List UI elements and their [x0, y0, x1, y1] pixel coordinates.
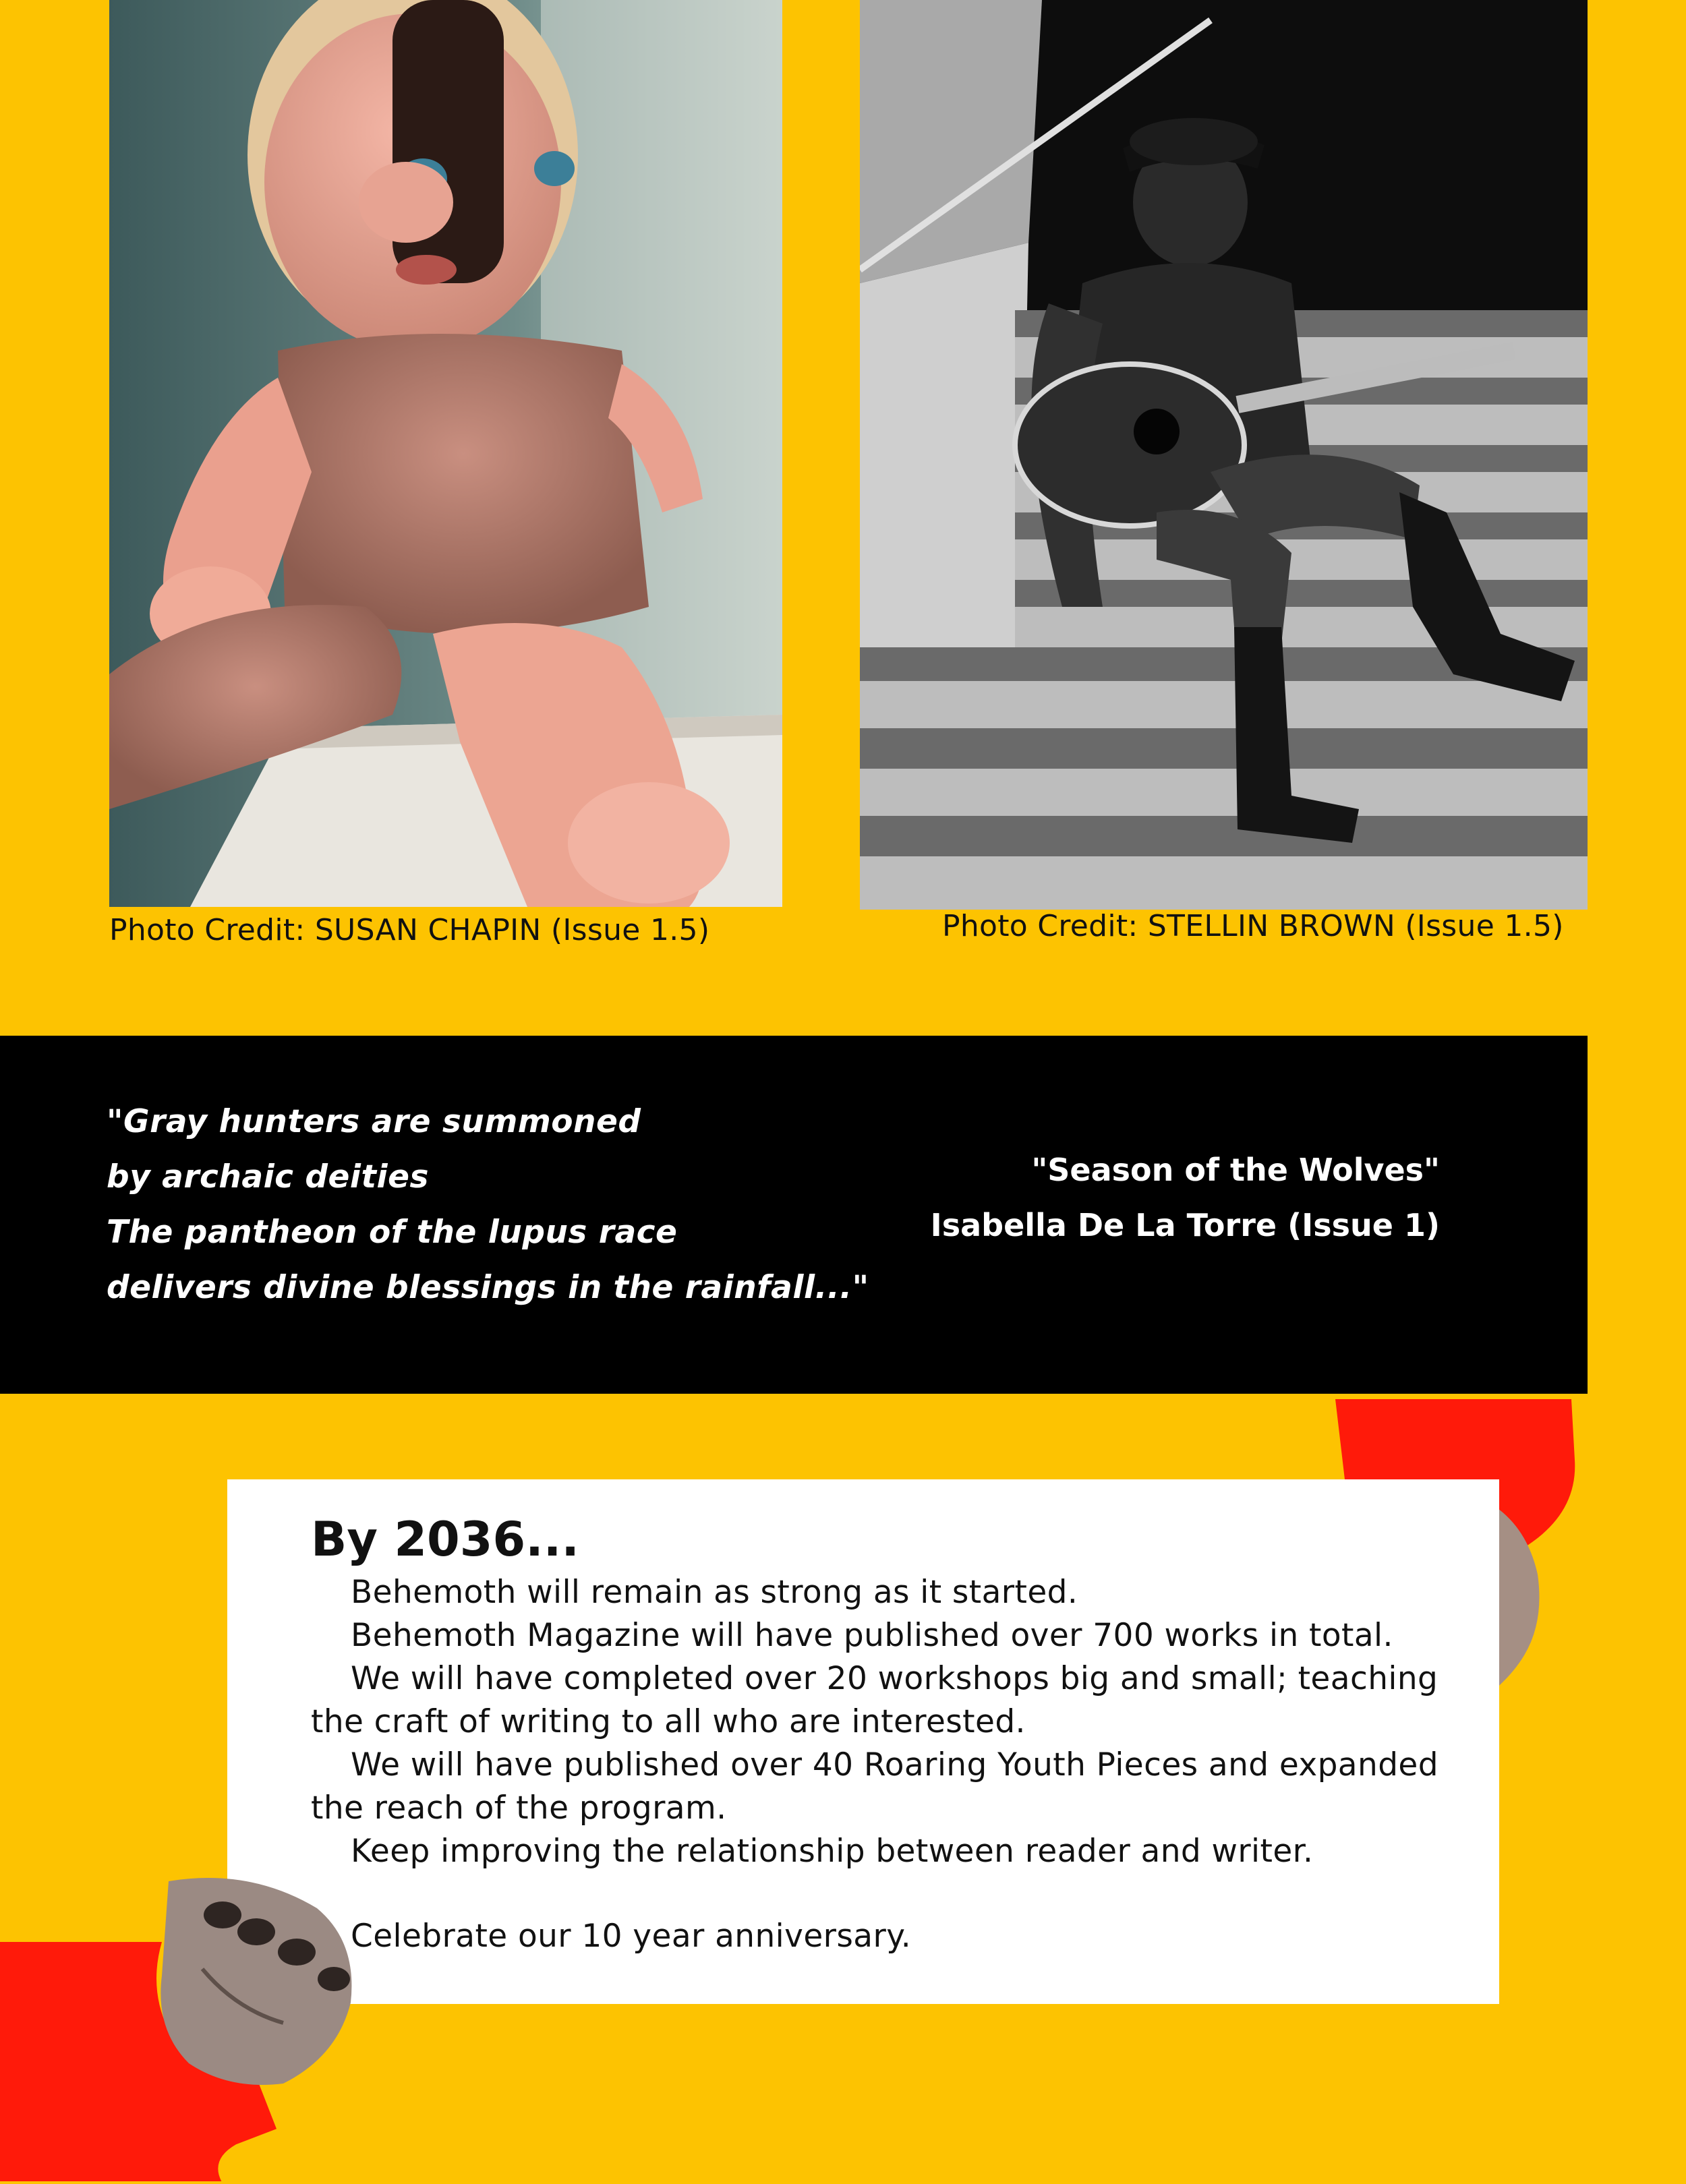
- photo-credit-1: Photo Credit: SUSAN CHAPIN (Issue 1.5): [109, 913, 710, 947]
- photo-credit-2: Photo Credit: STELLIN BROWN (Issue 1.5): [942, 909, 1564, 943]
- quote-author: Isabella De La Torre (Issue 1): [930, 1207, 1440, 1243]
- goal-item: We will have completed over 20 workshops big and small; teaching: [351, 1660, 1438, 1697]
- goal-item: Behemoth Magazine will have published over 700 works in total.: [351, 1617, 1393, 1654]
- goal-item: We will have published over 40 Roaring Youth Pieces and expanded: [351, 1746, 1438, 1783]
- guitarist-photo: [860, 0, 1588, 910]
- quote-line-3: The pantheon of the lupus race: [107, 1214, 678, 1251]
- collage-hand-bottom: [0, 1868, 368, 2181]
- goal-item: Celebrate our 10 year anniversary.: [351, 1918, 912, 1955]
- goal-item: Behemoth will remain as strong as it started.: [351, 1574, 1078, 1611]
- quote-line-4: delivers divine blessings in the rainfall...": [107, 1269, 869, 1306]
- quote-band: [0, 1036, 1588, 1394]
- quote-line-2: by archaic deities: [107, 1158, 429, 1196]
- quote-line-1: "Gray hunters are summoned: [107, 1103, 641, 1140]
- goal-item: Keep improving the relationship between reader and writer.: [351, 1833, 1314, 1870]
- quote-title: "Season of the Wolves": [1031, 1152, 1440, 1188]
- goal-item-continued: the reach of the program.: [311, 1790, 727, 1827]
- goals-heading: By 2036...: [311, 1512, 579, 1567]
- doll-photo: [109, 0, 782, 907]
- goal-item-continued: the craft of writing to all who are interested.: [311, 1703, 1026, 1740]
